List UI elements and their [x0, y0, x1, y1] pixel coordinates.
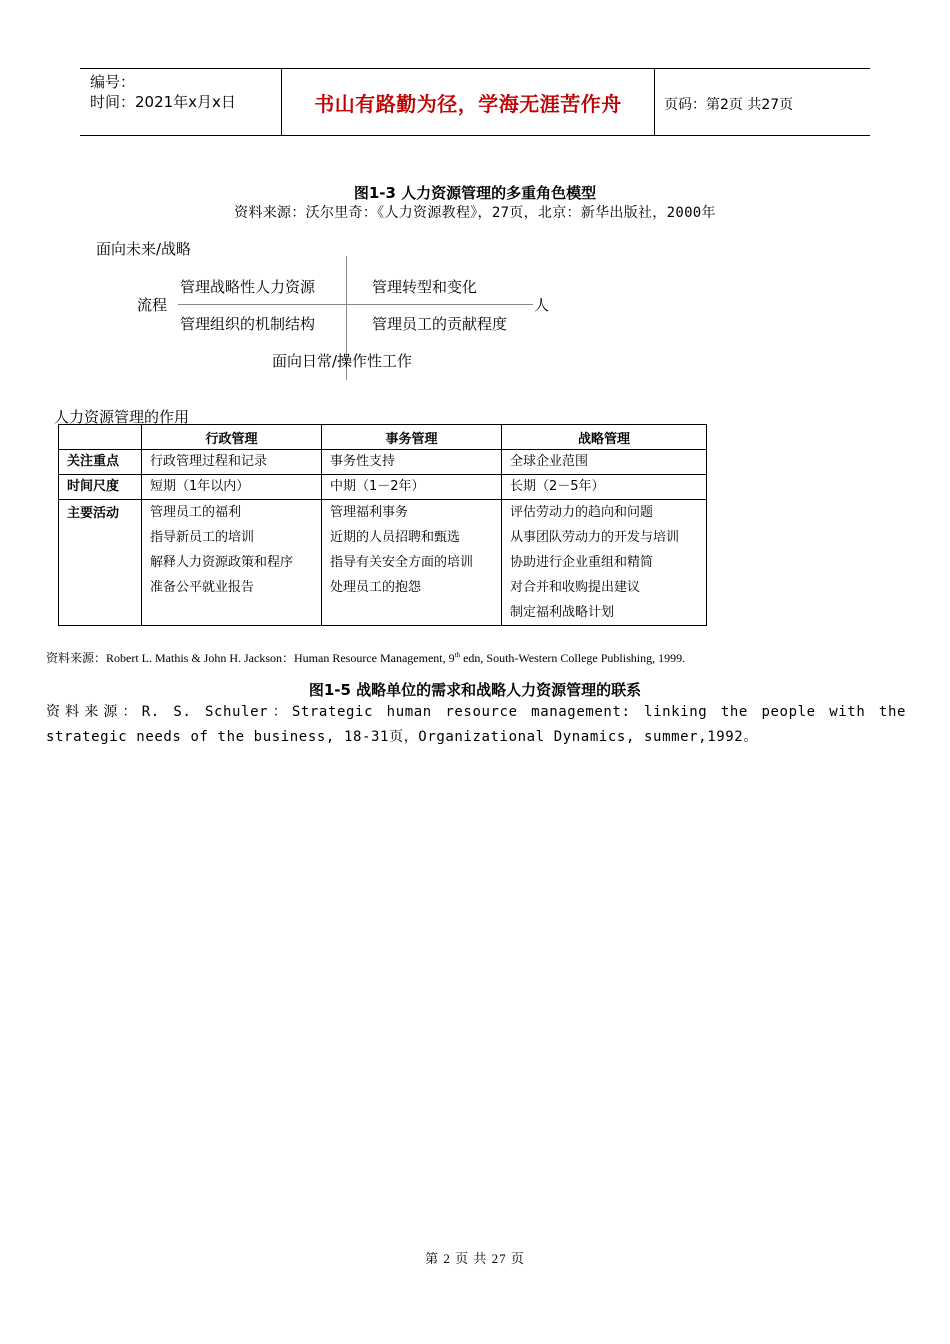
figure-1-3-title: 图1-3 人力资源管理的多重角色模型	[353, 184, 597, 202]
header-bottom-rule	[80, 135, 870, 136]
quadrant-top-right: 管理转型和变化	[372, 278, 478, 296]
quadrant-bottom-label: 面向日常/操作性工作	[272, 352, 413, 370]
page-footer: 第 2 页 共 27 页	[425, 1251, 525, 1266]
list-item: 指导新员工的培训	[150, 530, 255, 545]
source-superscript: th	[454, 651, 461, 659]
list-item: 准备公平就业报告	[150, 580, 255, 595]
table-header-affairs: 事务管理	[322, 425, 502, 450]
activities-admin-cell	[142, 500, 322, 626]
table-row	[59, 475, 707, 500]
quadrant-top-label: 面向未来/战略	[96, 240, 192, 258]
header-number-label: 编号：	[90, 73, 136, 91]
table-header-row	[59, 425, 707, 450]
figure-1-3-source: 资料来源：沃尔里奇：《人力资源教程》，27页，北京：新华出版社，2000年	[234, 205, 716, 221]
roles-table	[58, 424, 707, 626]
list-item: 评估劳动力的趋向和问题	[510, 505, 654, 520]
header-meta	[90, 72, 236, 112]
source-suffix: edn, South-Western College Publishing, 1999.	[460, 651, 686, 665]
roles-table-source	[46, 648, 906, 666]
header-motto: 书山有路勤为径，学海无涯苦作舟	[314, 92, 622, 116]
row-label-timescale: 时间尺度	[59, 475, 142, 500]
table-cell: 中期（1－2年）	[322, 475, 502, 500]
table-header-corner	[59, 425, 142, 450]
roles-table-title: 人力资源管理的作用	[54, 408, 190, 426]
list-item: 从事团队劳动力的开发与培训	[510, 530, 680, 545]
list-item: 指导有关安全方面的培训	[330, 555, 474, 570]
row-label-activities: 主要活动	[59, 500, 142, 626]
activities-affairs-cell	[322, 500, 502, 626]
list-item: 制定福利战略计划	[510, 605, 615, 620]
list-item: 处理员工的抱怨	[330, 580, 422, 595]
table-row	[59, 450, 707, 475]
source-prefix: 资料来源：Robert L. Mathis & John H. Jackson：Human Resource Management, 9	[46, 651, 455, 665]
list-item: 解释人力资源政策和程序	[150, 555, 294, 570]
table-cell: 全球企业范围	[502, 450, 707, 475]
header-date-label: 时间：2021年x月x日	[90, 93, 236, 111]
row-label-focus: 关注重点	[59, 450, 142, 475]
table-cell: 行政管理过程和记录	[142, 450, 322, 475]
header-divider-right	[654, 68, 655, 136]
quadrant-bottom-left: 管理组织的机制结构	[180, 315, 316, 333]
quadrant-top-left: 管理战略性人力资源	[180, 278, 316, 296]
figure-1-5-title: 图1-5 战略单位的需求和战略人力资源管理的联系	[308, 681, 642, 699]
quadrant-horizontal-axis	[178, 304, 533, 305]
table-cell: 长期（2－5年）	[502, 475, 707, 500]
table-row	[59, 500, 707, 626]
quadrant-right-label: 人	[534, 296, 550, 314]
list-item: 对合并和收购提出建议	[510, 580, 641, 595]
list-item: 管理福利事务	[330, 505, 409, 520]
table-header-admin: 行政管理	[142, 425, 322, 450]
figure-1-5-source: 资料来源：R. S. Schuler：Strategic human resource management: linking the people with the strategic needs of the business, 18-31页，Organizational Dynamics, summer,1992。	[46, 704, 906, 745]
list-item: 近期的人员招聘和甄选	[330, 530, 461, 545]
header-page-info: 页码：第2页 共27页	[664, 97, 794, 113]
quadrant-left-label: 流程	[137, 296, 168, 314]
header-top-rule	[80, 68, 870, 69]
table-header-strategic: 战略管理	[502, 425, 707, 450]
table-cell: 短期（1年以内）	[142, 475, 322, 500]
list-item: 管理员工的福利	[150, 505, 242, 520]
quadrant-bottom-right: 管理员工的贡献程度	[372, 315, 508, 333]
table-cell: 事务性支持	[322, 450, 502, 475]
list-item: 协助进行企业重组和精简	[510, 555, 654, 570]
activities-strategic-cell	[502, 500, 707, 626]
